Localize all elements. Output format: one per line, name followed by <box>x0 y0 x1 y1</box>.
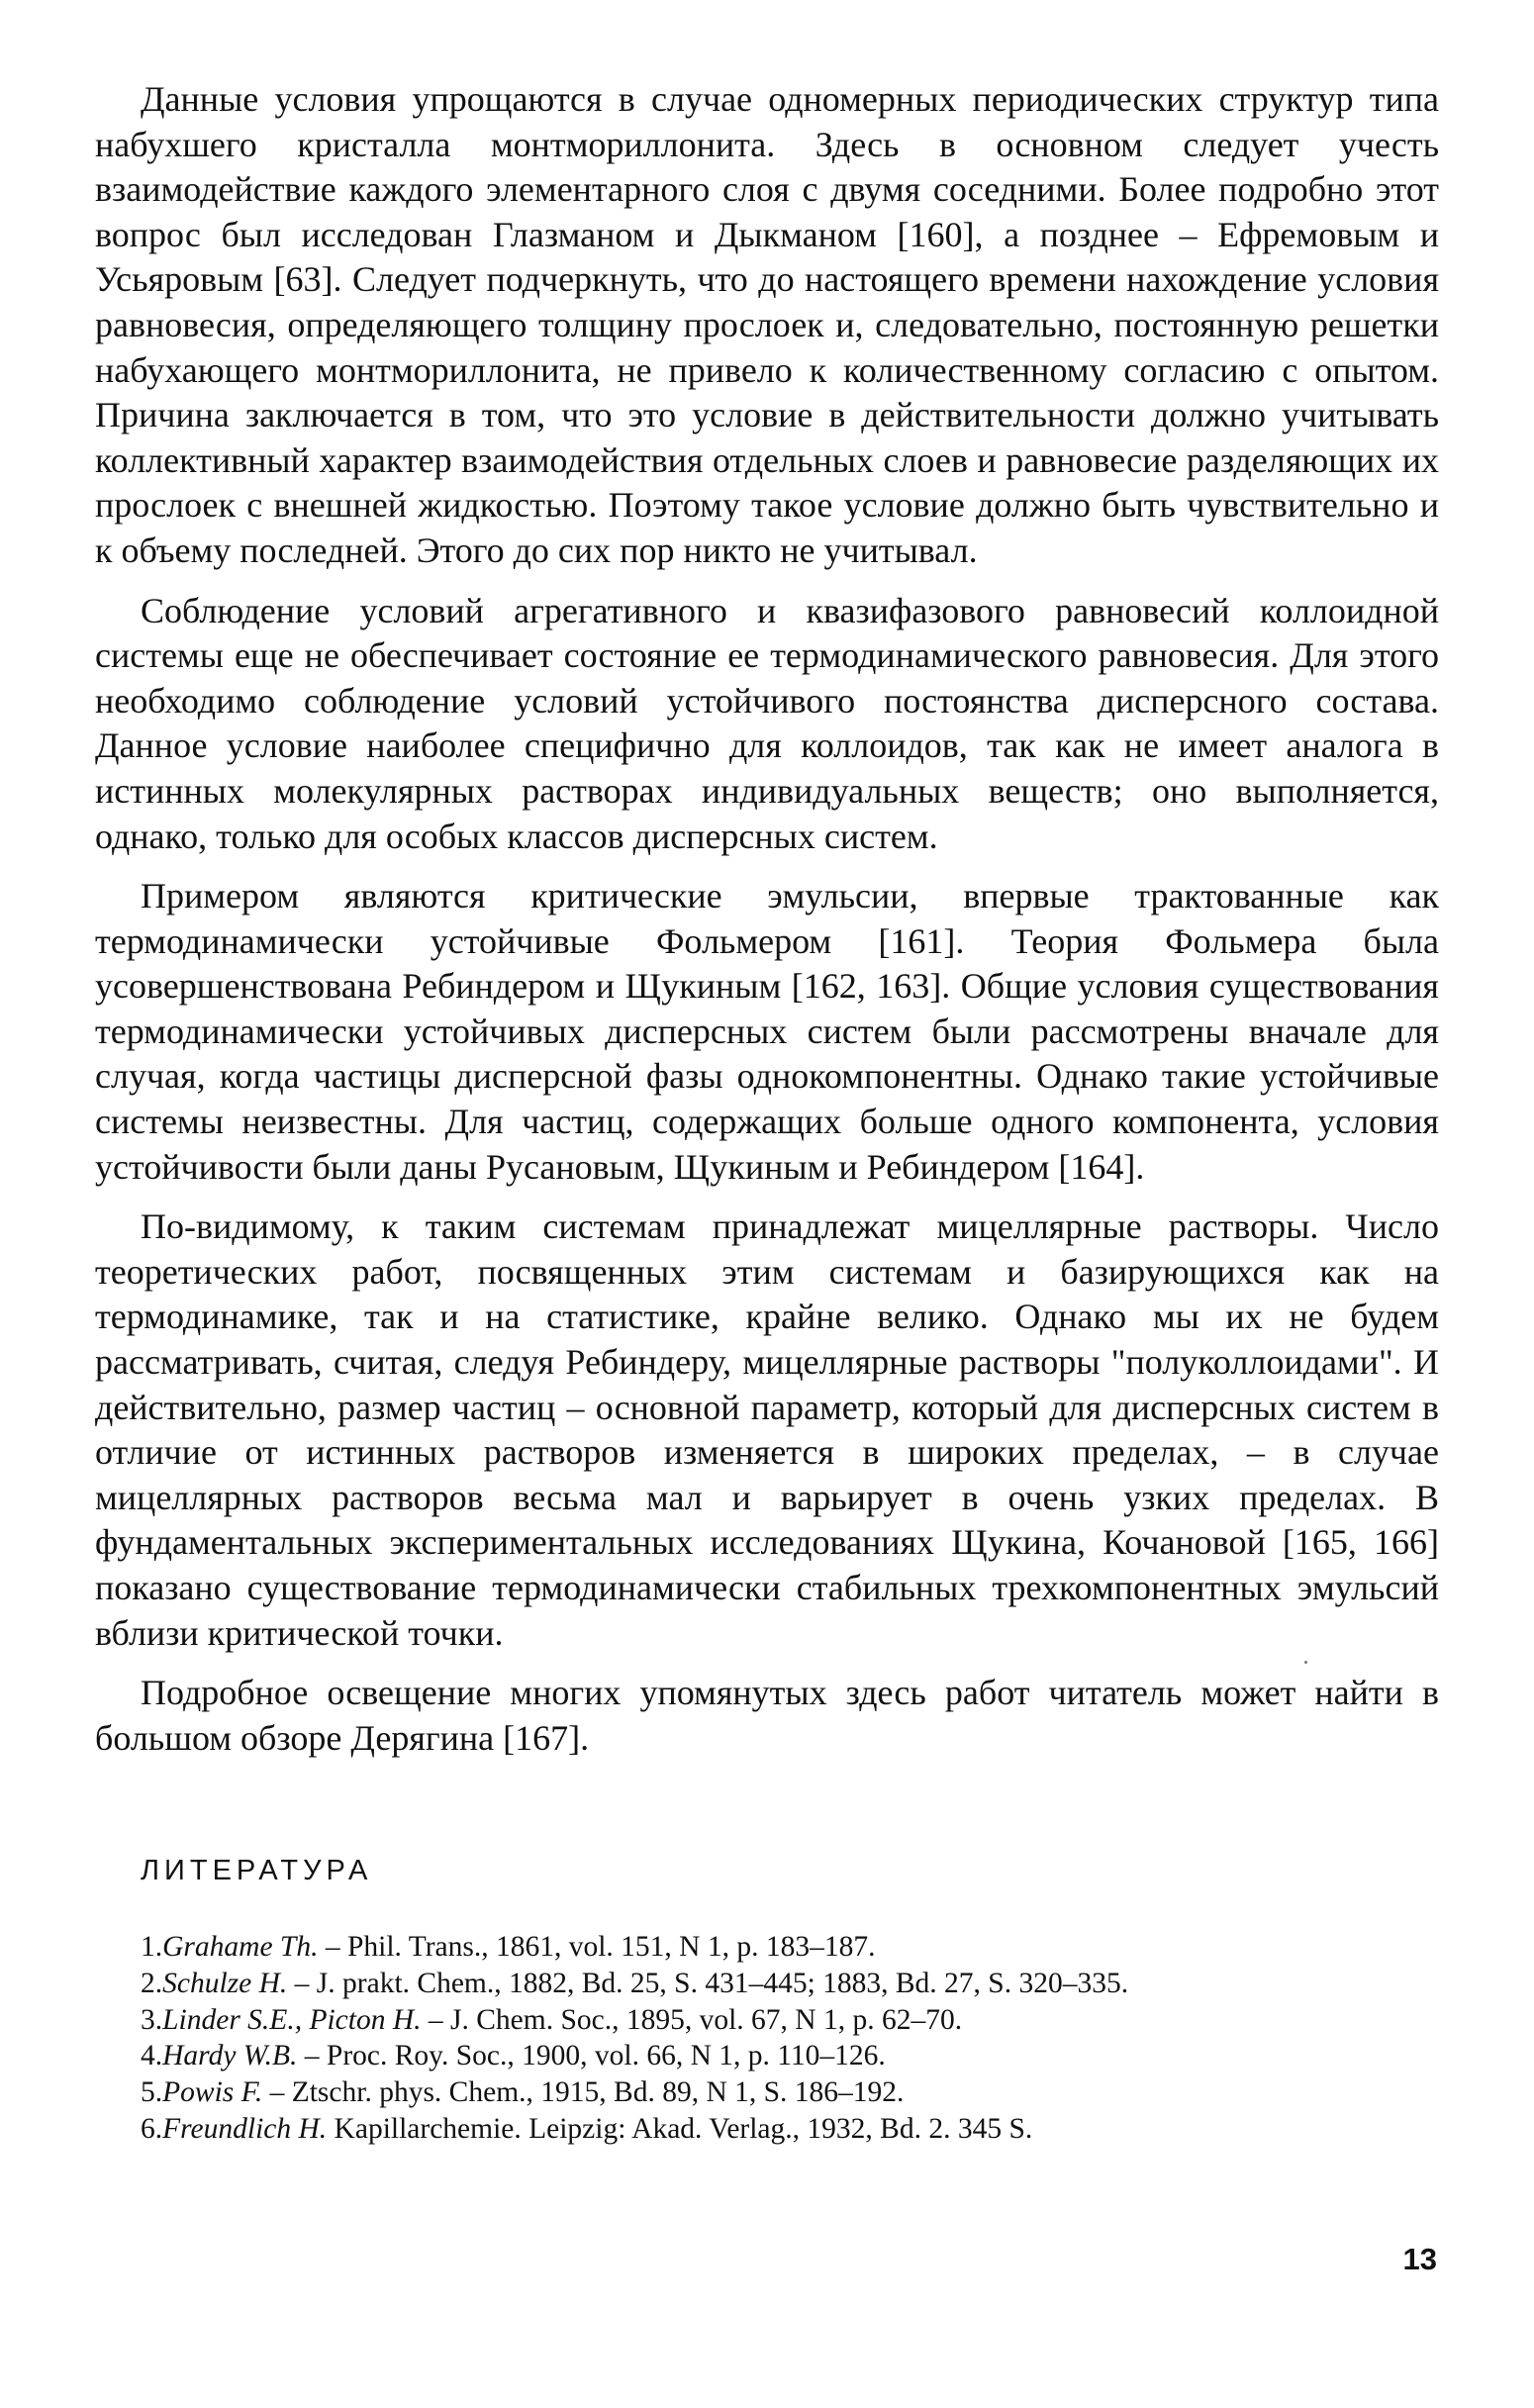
reference-item <box>141 1929 1439 1966</box>
page-body <box>95 77 1439 2148</box>
paragraph-2: Соблюдение условий агрегативного и квазифазового равновесий коллоидной системы еще не обеспечивает состояние ее термодинамического равновесия. Для этого необходимо соблюдение условий устойчивого постоянства дисперсного состава. Данное условие наиболее специфично для коллоидов, так как не имеет аналога в истинных молекулярных растворах индивидуальных веществ; оно выполняется, однако, только для особых классов дисперсных систем. <box>95 590 1439 856</box>
paragraph-3: Примером являются критические эмульсии, впервые трактованные как термодинамически устойчивые Фольмером [161]. Теория Фольмера была усовершенствована Ребиндером и Щукиным [162, 163]. Общие условия существования термодинамически устойчивых дисперсных систем были рассмотрены вначале для случая, когда частицы дисперсной фазы однокомпонентны. Однако такие устойчивые системы неизвестны. Для частиц, содержащих больше одного компонента, условия устойчивости были даны Русановым, Щукиным и Ребиндером [164]. <box>95 876 1439 1187</box>
reference-item <box>141 2111 1439 2148</box>
reference-list <box>95 1929 1439 2147</box>
reference-number: 1. <box>141 1931 163 1964</box>
reference-number: 4. <box>141 2040 163 2072</box>
reference-author: Hardy W.B. <box>162 2040 298 2072</box>
reference-details: – Proc. Roy. Soc., 1900, vol. 66, N 1, p. 110–126. <box>297 2040 886 2072</box>
reference-item <box>141 2038 1439 2074</box>
reference-number: 6. <box>141 2112 163 2145</box>
literature-heading: ЛИТЕРАТУРА <box>141 1855 373 1887</box>
reference-author: Linder S.E., Picton H. <box>162 2003 422 2036</box>
reference-author: Grahame Th. <box>162 1931 319 1964</box>
reference-details: Kapillarchemie. Leipzig: Akad. Verlag., 1932, Bd. 2. 345 S. <box>327 2112 1033 2145</box>
reference-item <box>141 2002 1439 2039</box>
paragraph-5: Подробное освещение многих упомянутых здесь работ читатель может найти в большом обзоре Дерягина [167]. <box>95 1673 1439 1758</box>
reference-number: 5. <box>141 2076 163 2109</box>
reference-number: 2. <box>141 1968 163 2000</box>
reference-item <box>141 2074 1439 2111</box>
reference-details: – J. prakt. Chem., 1882, Bd. 25, S. 431–445; 1883, Bd. 27, S. 320–335. <box>287 1968 1129 2000</box>
reference-number: 3. <box>141 2003 163 2036</box>
reference-author: Freundlich H. <box>162 2112 328 2145</box>
reference-author: Schulze H. <box>162 1968 288 2000</box>
scan-speck <box>1304 1661 1307 1664</box>
reference-details: – Phil. Trans., 1861, vol. 151, N 1, p. 183–187. <box>318 1931 876 1964</box>
reference-item <box>141 1966 1439 2002</box>
paragraph-4: По-видимому, к таким системам принадлежат мицеллярные растворы. Число теоретических работ, посвященных этим системам и базирующихся как на термодинамике, так и на статистике, крайне велико. Однако мы их не будем рассматривать, считая, следуя Ребиндеру, мицеллярные растворы "полуколлоидами". И действительно, размер частиц – основной параметр, который для дисперсных систем в отличие от истинных растворов изменяется в широких пределах, – в случае мицеллярных растворов весьма мал и варьирует в очень узких пределах. В фундаментальных экспериментальных исследованиях Щукина, Кочановой [165, 166] показано существование термодинамически стабильных трехкомпонентных эмульсий вблизи критической точки. <box>95 1206 1439 1653</box>
paragraph-1: Данные условия упрощаются в случае одномерных периодических структур типа набухшего кристалла монтмориллонита. Здесь в основном следует учесть взаимодействие каждого элементарного слоя с двумя соседними. Более подробно этот вопрос был исследован Глазманом и Дыкманом [160], а позднее – Ефремовым и Усьяровым [63]. Следует подчеркнуть, что до настоящего времени нахождение условия равновесия, определяющего толщину прослоек и, следовательно, постоянную решетки набухающего монтмориллонита, не привело к количественному согласию с опытом. Причина заключается в том, что это условие в действительности должно учитывать коллективный характер взаимодействия отдельных слоев и равновесие разделяющих их прослоек с внешней жидкостью. Поэтому такое условие должно быть чувствительно и к объему последней. Этого до сих пор никто не учитывал. <box>95 79 1439 570</box>
page-number: 13 <box>1402 2242 1437 2276</box>
reference-details: – Ztschr. phys. Chem., 1915, Bd. 89, N 1, S. 186–192. <box>262 2076 905 2109</box>
reference-author: Powis F. <box>162 2076 263 2109</box>
reference-details: – J. Chem. Soc., 1895, vol. 67, N 1, p. 62–70. <box>421 2003 963 2036</box>
